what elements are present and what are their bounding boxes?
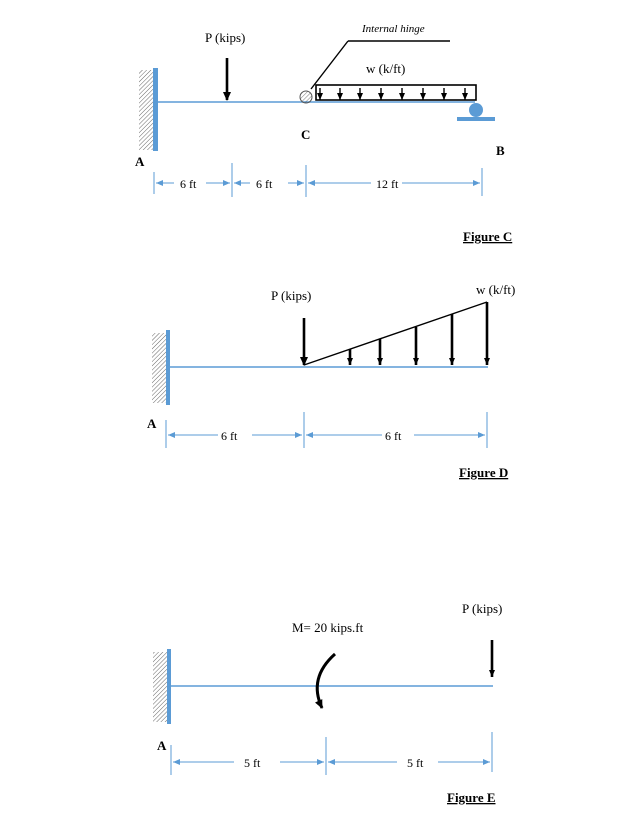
dimension-label: 5 ft — [244, 756, 261, 770]
roller-base — [457, 117, 495, 121]
dimension-label: 12 ft — [376, 177, 399, 191]
figure-e — [153, 601, 502, 805]
internal-hinge-icon — [300, 91, 312, 103]
hinge-label: Internal hinge — [362, 23, 425, 35]
moment-label: M= 20 kips.ft — [292, 620, 364, 635]
triangular-load-arrows — [350, 302, 487, 365]
figure-caption: Figure C — [463, 229, 513, 244]
dimension-line — [166, 412, 487, 448]
triangular-load-edge — [304, 302, 487, 365]
wall-hatch — [152, 333, 166, 403]
dimension-label: 5 ft — [407, 756, 424, 770]
hinge-leader-diagonal — [311, 41, 348, 89]
figure-d — [147, 282, 515, 480]
distributed-load-label: w (k/ft) — [366, 61, 406, 76]
distributed-load-label: w (k/ft) — [476, 282, 516, 297]
dimension-line — [171, 732, 492, 775]
distributed-load-arrows — [320, 88, 465, 100]
point-load-label: P (kips) — [271, 288, 312, 303]
dimension-line — [154, 163, 482, 197]
point-a-label: A — [147, 416, 157, 431]
point-a-label: A — [157, 738, 167, 753]
point-c-label: C — [301, 127, 311, 142]
dimension-label: 6 ft — [221, 429, 238, 443]
dimension-label: 6 ft — [385, 429, 402, 443]
fixed-support-wall — [153, 68, 158, 151]
point-b-label: B — [496, 143, 505, 158]
point-a-label: A — [135, 154, 145, 169]
wall-hatch — [139, 70, 153, 150]
dimension-label: 6 ft — [256, 177, 273, 191]
dimension-label: 6 ft — [180, 177, 197, 191]
fixed-support-wall — [166, 330, 170, 405]
figure-caption: Figure D — [459, 465, 509, 480]
point-load-label: P (kips) — [205, 30, 246, 45]
point-load-label: P (kips) — [462, 601, 503, 616]
moment-arrow-icon — [317, 654, 335, 708]
wall-hatch — [153, 652, 167, 722]
fixed-support-wall — [167, 649, 171, 724]
figure-c — [135, 23, 512, 244]
figure-caption: Figure E — [447, 790, 496, 805]
roller-support-icon — [469, 103, 483, 117]
